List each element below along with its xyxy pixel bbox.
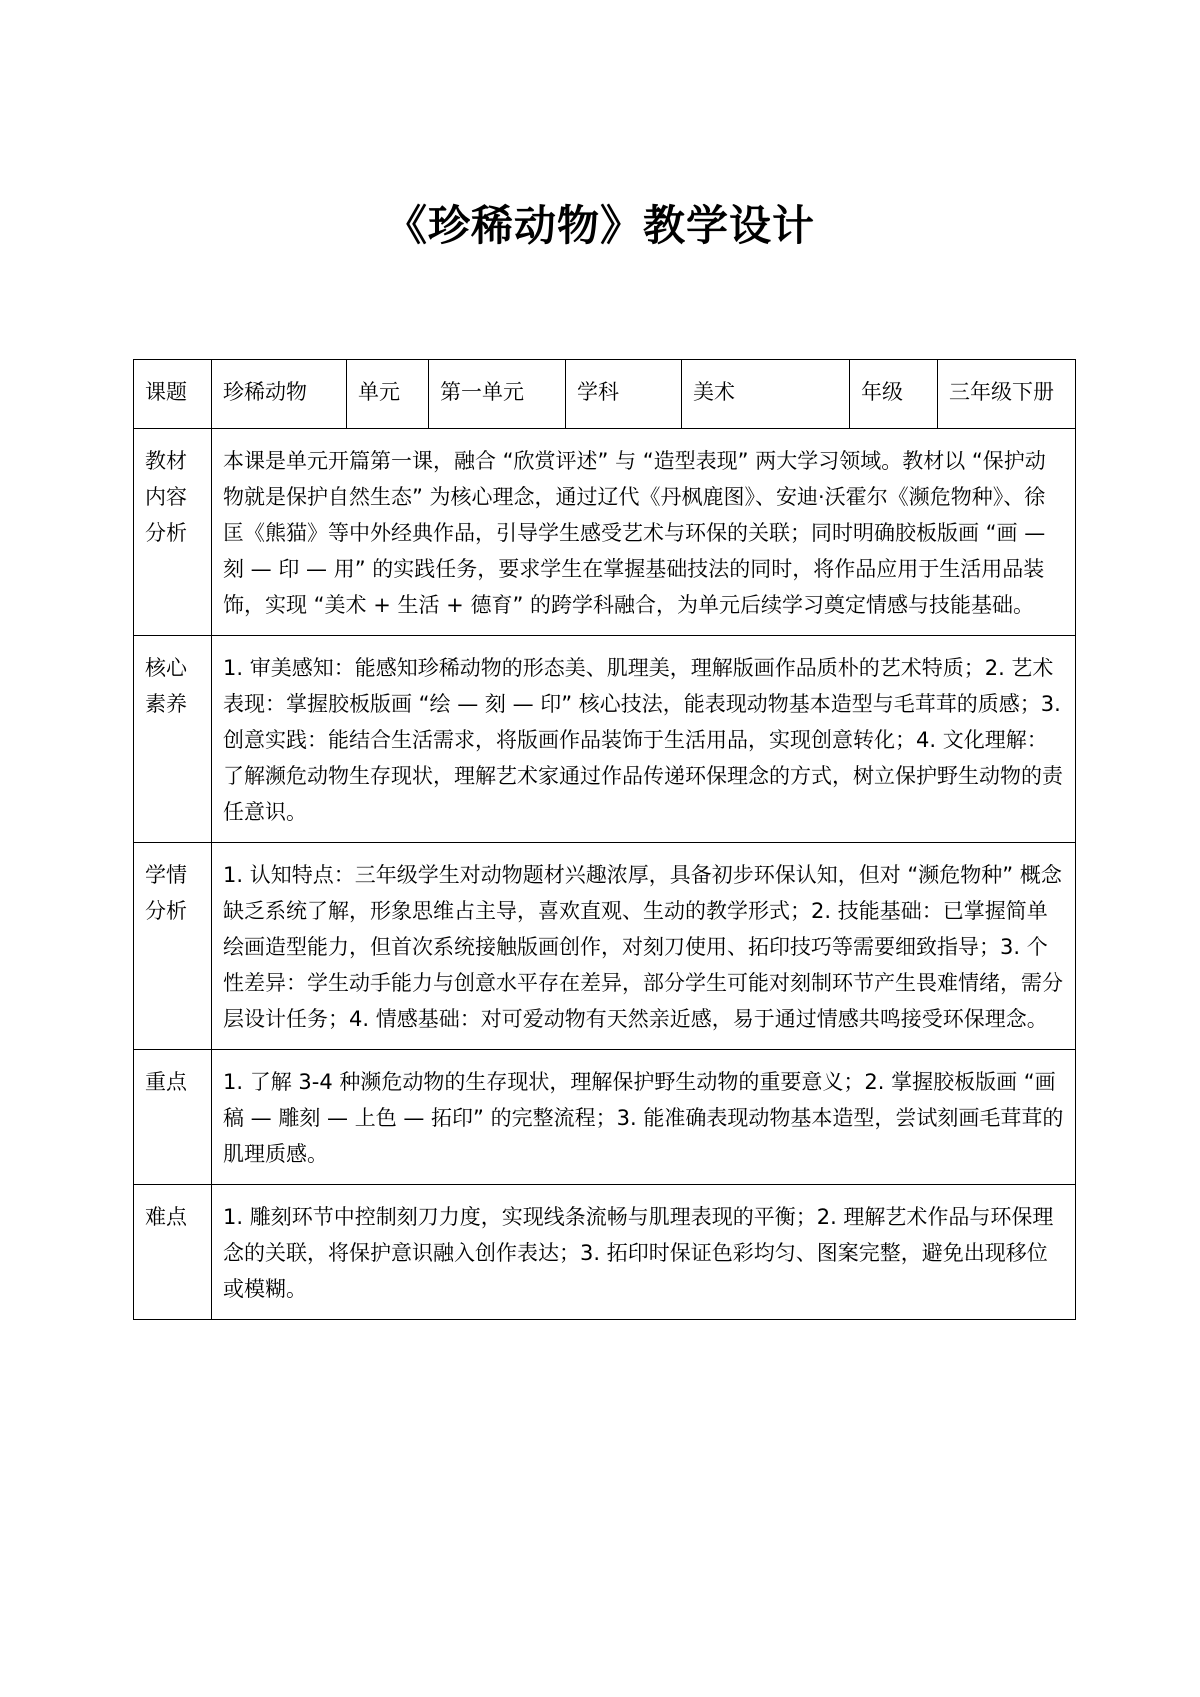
section-content: 1. 审美感知：能感知珍稀动物的形态美、肌理美，理解版画作品质朴的艺术特质；2. 艺术表现：掌握胶板版画 “绘 — 刻 — 印” 核心技法，能表现动物基本造型与毛茸茸的质感；3. 创意实践：能结合生活需求，将版画作品装饰于生活用品，实现创意转化；4. 文化理解：了解濒危动物生存现状，理解艺术家通过作品传递环保理念的方式，树立保护野生动物的责任意识。 <box>212 636 1076 843</box>
section-label-cell <box>134 429 212 636</box>
section-label-cell <box>134 636 212 843</box>
section-content: 1. 认知特点：三年级学生对动物题材兴趣浓厚，具备初步环保认知，但对 “濒危物种” 概念缺乏系统了解，形象思维占主导，喜欢直观、生动的教学形式；2. 技能基础：已掌握简单绘画造型能力，但首次系统接触版画创作，对刻刀使用、拓印技巧等需要细致指导；3. 个性差异：学生动手能力与创意水平存在差异，部分学生可能对刻制环节产生畏难情绪，需分层设计任务；4. 情感基础：对可爱动物有天然亲近感，易于通过情感共鸣接受环保理念。 <box>212 843 1076 1050</box>
subject-label: 学科 <box>566 360 682 429</box>
section-row-key-points <box>134 1050 1076 1185</box>
section-label: 难点 <box>145 1205 187 1229</box>
section-label: 核心素养 <box>145 656 187 716</box>
section-label: 学情分析 <box>145 863 187 923</box>
section-label: 重点 <box>145 1070 187 1094</box>
header-row <box>134 360 1076 429</box>
section-row-difficulties <box>134 1185 1076 1320</box>
unit-value: 第一单元 <box>429 360 566 429</box>
lesson-plan-table <box>133 359 1076 1320</box>
section-row-core-competencies <box>134 636 1076 843</box>
page-title: 《珍稀动物》教学设计 <box>384 201 815 250</box>
section-row-learner-analysis <box>134 843 1076 1050</box>
section-label-cell <box>134 1185 212 1320</box>
section-label-cell <box>134 1050 212 1185</box>
section-content: 本课是单元开篇第一课，融合 “欣赏评述” 与 “造型表现” 两大学习领域。教材以 “保护动物就是保护自然生态” 为核心理念，通过辽代《丹枫鹿图》、安迪·沃霍尔《濒危物种》、徐匡《熊猫》等中外经典作品，引导学生感受艺术与环保的关联；同时明确胶板版画 “画 — 刻 — 印 — 用” 的实践任务，要求学生在掌握基础技法的同时，将作品应用于生活用品装饰，实现 “美术 + 生活 + 德育” 的跨学科融合，为单元后续学习奠定情感与技能基础。 <box>212 429 1076 636</box>
section-label-cell <box>134 843 212 1050</box>
grade-label: 年级 <box>850 360 938 429</box>
subject-value: 美术 <box>682 360 850 429</box>
section-row-textbook-analysis <box>134 429 1076 636</box>
unit-label: 单元 <box>347 360 429 429</box>
topic-label: 课题 <box>134 360 212 429</box>
section-content: 1. 了解 3-4 种濒危动物的生存现状，理解保护野生动物的重要意义；2. 掌握胶板版画 “画稿 — 雕刻 — 上色 — 拓印” 的完整流程；3. 能准确表现动物基本造型，尝试刻画毛茸茸的肌理质感。 <box>212 1050 1076 1185</box>
topic-value: 珍稀动物 <box>212 360 347 429</box>
grade-value: 三年级下册 <box>938 360 1076 429</box>
section-label: 教材内容分析 <box>145 449 187 545</box>
section-content: 1. 雕刻环节中控制刻刀力度，实现线条流畅与肌理表现的平衡；2. 理解艺术作品与环保理念的关联，将保护意识融入创作表达；3. 拓印时保证色彩均匀、图案完整，避免出现移位或模糊。 <box>212 1185 1076 1320</box>
